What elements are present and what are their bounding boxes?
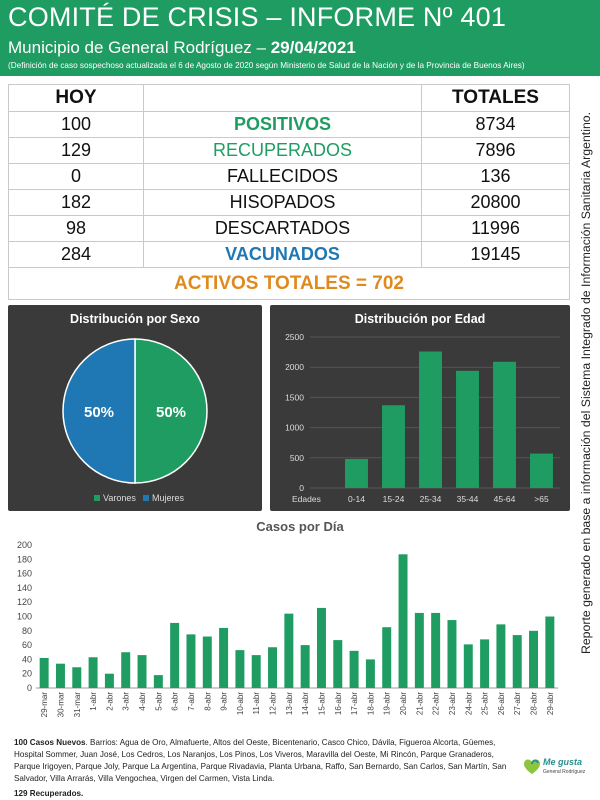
day-bar — [431, 613, 440, 688]
day-bar — [545, 617, 554, 689]
age-bar — [530, 454, 553, 488]
today-value: 284 — [9, 242, 144, 268]
legend-swatch — [94, 495, 100, 501]
row-label: FALLECIDOS — [144, 164, 422, 190]
legend-swatch — [143, 495, 149, 501]
day-bar — [480, 639, 489, 688]
x-tick-label: 12-abr — [268, 692, 278, 716]
stats-table — [8, 84, 570, 300]
pie-data-label: 50% — [83, 404, 115, 421]
stats-row-vacunados — [9, 242, 570, 268]
day-bar — [219, 628, 228, 688]
y-tick-label: 0 — [26, 683, 32, 693]
y-tick-label: 140 — [16, 582, 32, 593]
header-empty — [144, 85, 422, 112]
today-value: 100 — [9, 112, 144, 138]
neighborhoods-list: . Barrios: Agua de Oro, Almafuerte, Altos del Oeste, Bicentenario, Casco Chico, Dávila, Figueroa Alcorta, Güemes, Hospital Sommer, Juan José, Los Cedros, Los Naranjos, Los Pinos, Los Viveros, Maravilla del Oeste, Mi Rincón, Parque Granaderos, Parque Irigoyen, Parque Joly, Parque La Argentina, Parque Rivadavia, Planta Urbana, Raffo, San Bernardo, San Carlos, San Martín, San Salvador, Villa Arrarás, Villa Vengochea, Virgen del Carmen, Vista Linda. — [14, 738, 507, 783]
day-bar — [333, 640, 342, 688]
row-label: HISOPADOS — [144, 190, 422, 216]
x-tick-label: 24-abr — [464, 692, 474, 716]
y-tick-label: 180 — [16, 554, 32, 565]
x-tick-label: 29-mar — [40, 692, 50, 718]
y-tick-label: 2000 — [285, 362, 304, 373]
y-tick-label: 1500 — [285, 392, 304, 403]
x-tick-label: 4-abr — [138, 692, 148, 711]
x-tick-label: 13-abr — [284, 692, 294, 716]
x-tick-label: 17-abr — [350, 692, 360, 716]
day-bar — [366, 659, 375, 688]
day-bar — [382, 627, 391, 688]
report-header — [0, 0, 600, 76]
footer-notes — [14, 737, 514, 800]
y-tick-label: 160 — [16, 568, 32, 579]
row-label: DESCARTADOS — [144, 216, 422, 242]
day-bar — [56, 664, 65, 688]
day-bar — [268, 647, 277, 688]
day-bar — [447, 620, 456, 688]
day-bar — [203, 637, 212, 688]
x-tick-label: >65 — [534, 494, 549, 504]
day-bar — [89, 657, 98, 688]
chart-title: Distribución por Sexo — [70, 312, 200, 326]
x-tick-label: 14-abr — [301, 692, 311, 716]
day-bar — [170, 623, 179, 688]
definition-note: (Definición de caso sospechoso actualizada el 6 de Agosto de 2020 según Ministerio de Salud de la Nación y de la Provincia de Buenos Aires) — [8, 61, 525, 70]
daily-cases-chart — [0, 535, 570, 735]
municipality-name: Municipio de General Rodríguez – — [8, 38, 271, 57]
x-tick-label: 5-abr — [154, 692, 164, 711]
x-tick-label: 11-abr — [252, 692, 262, 715]
x-tick-label: 7-abr — [186, 692, 196, 711]
day-bar — [350, 651, 359, 688]
new-cases-note — [14, 737, 514, 785]
x-tick-label: 28-abr — [529, 692, 539, 716]
report-date: 29/04/2021 — [270, 38, 356, 57]
day-bar — [415, 613, 424, 688]
x-tick-label: 15-abr — [317, 692, 327, 716]
x-tick-label: 20-abr — [399, 692, 409, 716]
y-tick-label: 2500 — [285, 332, 304, 342]
row-label: RECUPERADOS — [144, 138, 422, 164]
day-bar — [121, 652, 130, 688]
y-tick-label: 1000 — [285, 422, 304, 433]
y-tick-label: 20 — [21, 668, 32, 679]
age-bar — [456, 371, 479, 488]
x-tick-label: 2-abr — [105, 692, 115, 711]
x-tick-label: 21-abr — [415, 692, 425, 716]
day-bar — [235, 650, 244, 688]
source-note-vertical — [575, 90, 597, 675]
chart-title: Distribución por Edad — [354, 312, 486, 326]
x-tick-label: 22-abr — [431, 692, 441, 716]
day-bar — [186, 634, 195, 688]
x-tick-label: 45-64 — [493, 494, 516, 504]
x-axis-label: Edades — [292, 494, 321, 504]
legend-label: Mujeres — [152, 493, 185, 503]
daily-chart-title: Casos por Día — [256, 519, 344, 534]
x-tick-label: 3-abr — [121, 692, 131, 711]
day-bar — [529, 631, 538, 688]
day-bar — [399, 554, 408, 688]
x-tick-label: 9-abr — [219, 692, 229, 711]
report-title: COMITÉ DE CRISIS – INFORME Nº 401 — [8, 2, 507, 32]
stats-row-descartados — [9, 216, 570, 242]
day-bar — [105, 674, 114, 688]
x-tick-label: 26-abr — [496, 692, 506, 716]
activos-totales: ACTIVOS TOTALES = 702 — [9, 268, 570, 300]
day-bar — [496, 624, 505, 688]
age-bar — [493, 362, 516, 488]
legend-label: Varones — [103, 493, 136, 503]
sex-distribution-chart — [8, 305, 262, 511]
day-bar — [72, 667, 81, 688]
x-tick-label: 6-abr — [170, 692, 180, 711]
x-tick-label: 10-abr — [235, 692, 245, 716]
x-tick-label: 30-mar — [56, 692, 66, 718]
day-bar — [317, 608, 326, 688]
logo-name: Me gusta — [543, 757, 583, 767]
y-tick-label: 0 — [299, 483, 304, 493]
y-tick-label: 200 — [16, 540, 32, 550]
y-tick-label: 80 — [21, 625, 32, 636]
y-tick-label: 60 — [21, 640, 32, 651]
x-tick-label: 35-44 — [456, 494, 479, 504]
age-bar — [382, 405, 405, 488]
row-label: POSITIVOS — [144, 112, 422, 138]
x-tick-label: 0-14 — [347, 494, 366, 504]
x-tick-label: 1-abr — [89, 692, 99, 711]
age-bar — [419, 351, 442, 488]
x-tick-label: 23-abr — [447, 692, 457, 716]
row-label: VACUNADOS — [144, 242, 422, 268]
header-today: HOY — [9, 85, 144, 112]
y-tick-label: 40 — [21, 654, 32, 665]
day-bar — [513, 635, 522, 688]
total-value: 11996 — [422, 216, 570, 242]
x-tick-label: 16-abr — [333, 692, 343, 716]
x-tick-label: 19-abr — [382, 692, 392, 716]
stats-header-row — [9, 85, 570, 112]
total-value: 8734 — [422, 112, 570, 138]
stats-row-hisopados — [9, 190, 570, 216]
day-bar — [154, 675, 163, 688]
total-value: 136 — [422, 164, 570, 190]
recovered-note: 129 Recuperados. — [14, 789, 84, 798]
x-tick-label: 27-abr — [513, 692, 523, 716]
today-value: 182 — [9, 190, 144, 216]
header-totals: TOTALES — [422, 85, 570, 112]
x-tick-label: 29-abr — [545, 692, 555, 716]
day-bar — [138, 655, 147, 688]
total-value: 7896 — [422, 138, 570, 164]
new-cases-count: 100 Casos Nuevos — [14, 738, 86, 747]
x-tick-label: 15-24 — [382, 494, 405, 504]
y-tick-label: 500 — [289, 452, 304, 463]
day-bar — [40, 658, 49, 688]
y-tick-label: 120 — [16, 597, 32, 608]
stats-row-activos — [9, 268, 570, 300]
age-distribution-chart — [270, 305, 570, 511]
total-value: 19145 — [422, 242, 570, 268]
day-bar — [284, 614, 293, 688]
x-tick-label: 25-34 — [419, 494, 442, 504]
stats-row-recuperados — [9, 138, 570, 164]
x-tick-label: 25-abr — [480, 692, 490, 716]
total-value: 20800 — [422, 190, 570, 216]
stats-row-fallecidos — [9, 164, 570, 190]
today-value: 129 — [9, 138, 144, 164]
day-bar — [252, 655, 261, 688]
logo-tagline: General Rodríguez — [543, 769, 586, 775]
pie-data-label: 50% — [155, 404, 187, 421]
age-bars-svg — [270, 305, 570, 511]
report-subtitle — [8, 38, 356, 58]
y-tick-label: 100 — [16, 611, 32, 622]
today-value: 0 — [9, 164, 144, 190]
age-bar — [345, 459, 368, 488]
pie-svg — [8, 305, 262, 511]
stats-row-positivos — [9, 112, 570, 138]
x-tick-label: 8-abr — [203, 692, 213, 711]
day-bar — [464, 644, 473, 688]
x-tick-label: 18-abr — [366, 692, 376, 716]
day-bar — [301, 645, 310, 688]
today-value: 98 — [9, 216, 144, 242]
x-tick-label: 31-mar — [72, 692, 82, 718]
source-note-text: Reporte generado en base a información del Sistema Integrado de Información Sanitaria Argentino. — [579, 111, 593, 654]
